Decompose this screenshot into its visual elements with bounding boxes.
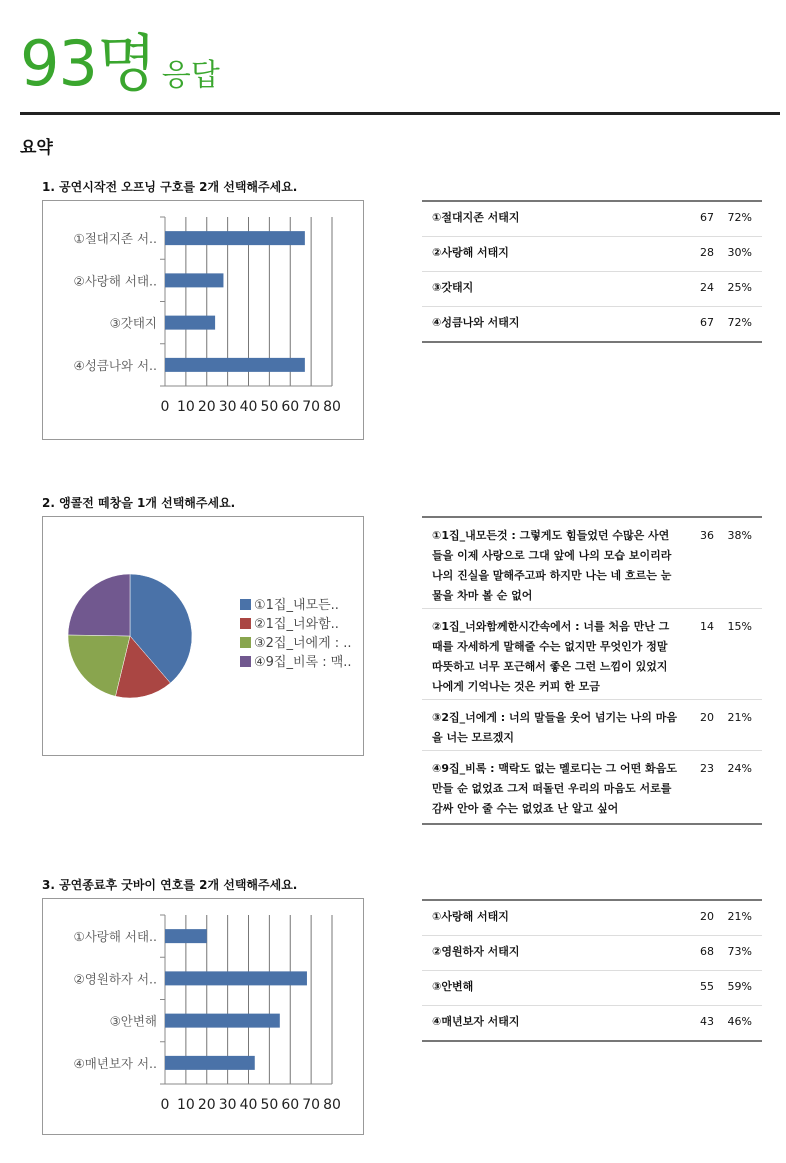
bar (165, 316, 215, 330)
question-2-title: 2. 앵콜전 떼창을 1개 선택해주세요. (42, 496, 236, 510)
question-1-title: 1. 공연시작전 오프닝 구호를 2개 선택해주세요. (42, 180, 298, 194)
option-count: 28 (700, 246, 714, 259)
legend-label: ③2집_너에게 : .. (254, 636, 352, 651)
option-count: 20 (700, 910, 714, 923)
option-percent: 15% (727, 620, 752, 633)
legend-label: ①1집_내모든.. (254, 598, 339, 613)
x-tick-label: 0 (160, 399, 170, 415)
question-3-title: 3. 공연종료후 굿바이 연호를 2개 선택해주세요. (42, 878, 298, 892)
table-row (422, 751, 762, 823)
option-count: 67 (700, 316, 714, 329)
x-tick-label: 30 (218, 1097, 237, 1113)
bar (165, 929, 207, 943)
category-label: ①절대지존 서.. (73, 231, 157, 247)
legend-swatch (240, 656, 251, 667)
question-2-chart (42, 516, 364, 756)
option-percent: 21% (727, 910, 752, 923)
response-header (20, 14, 220, 103)
category-label: ④성큼나와 서.. (73, 357, 157, 373)
option-percent: 73% (727, 945, 752, 958)
x-tick-label: 70 (302, 1097, 321, 1113)
option-count: 14 (700, 620, 714, 633)
question-2-pie-chart (43, 517, 363, 755)
question-3-results-table (422, 899, 762, 1042)
table-row (422, 936, 762, 971)
x-tick-label: 80 (323, 1097, 341, 1113)
bar (165, 1014, 280, 1028)
category-label: ③안변해 (109, 1013, 157, 1029)
x-tick-label: 60 (281, 1097, 300, 1113)
option-label: ③안변해 (432, 980, 474, 993)
category-label: ②영원하자 서.. (73, 971, 157, 987)
option-label: ③갓태지 (432, 281, 474, 294)
header-divider (20, 112, 780, 115)
option-label: ②사랑해 서태지 (432, 246, 509, 259)
option-count: 24 (700, 281, 714, 294)
option-label: ④매년보자 서태지 (432, 1015, 520, 1028)
response-label: 응답 (161, 58, 220, 93)
option-count: 55 (700, 980, 714, 993)
option-label: ①1집_내모든것 : 그렇게도 힘들었던 수많은 사연들을 이제 사랑으로 그대 앞에 나의 모습 보이리라 나의 진실을 말해주고파 하지만 나는 네 흐르는 눈물을 차마 볼 순 없어 (432, 529, 672, 602)
option-label: ①절대지존 서태지 (432, 211, 520, 224)
x-tick-label: 40 (239, 399, 258, 415)
table-row (422, 307, 762, 341)
option-count: 43 (700, 1015, 714, 1028)
option-count: 23 (700, 762, 714, 775)
option-percent: 25% (727, 281, 752, 294)
option-count: 36 (700, 529, 714, 542)
x-tick-label: 70 (302, 399, 321, 415)
option-percent: 46% (727, 1015, 752, 1028)
x-tick-label: 40 (239, 1097, 258, 1113)
option-percent: 59% (727, 980, 752, 993)
table-row (422, 700, 762, 751)
x-tick-label: 20 (197, 1097, 216, 1113)
question-1-bar-chart (43, 201, 363, 439)
question-2-results-table (422, 516, 762, 825)
category-label: ③갓태지 (109, 315, 157, 331)
category-label: ①사랑해 서태.. (73, 929, 157, 945)
table-row (422, 609, 762, 700)
legend-label: ④9집_비록 : 맥.. (254, 655, 352, 670)
response-count: 93명 (20, 27, 156, 100)
legend-swatch (240, 599, 251, 610)
legend-swatch (240, 618, 251, 629)
question-1-results-table (422, 200, 762, 343)
bar (165, 1056, 255, 1070)
bar (165, 273, 223, 287)
legend-label: ②1집_너와함.. (254, 617, 339, 632)
option-percent: 38% (727, 529, 752, 542)
x-tick-label: 20 (197, 399, 216, 415)
table-row (422, 202, 762, 237)
table-row (422, 901, 762, 936)
option-percent: 72% (727, 211, 752, 224)
pie-slice (68, 574, 130, 636)
x-tick-label: 30 (218, 399, 237, 415)
question-3-chart (42, 898, 364, 1135)
option-percent: 24% (727, 762, 752, 775)
bar (165, 358, 305, 372)
question-1-chart (42, 200, 364, 440)
category-label: ②사랑해 서태.. (73, 273, 157, 289)
option-label: ②1집_너와함께한시간속에서 : 너를 처음 만난 그때를 자세하게 말해줄 수는 없지만 무엇인가 정말 따뜻하고 너무 포근해서 좋은 그런 느낌이 있었지 나에게 기억나는 것은 커피 한 모금 (432, 620, 670, 693)
bar (165, 971, 307, 985)
x-tick-label: 50 (260, 399, 279, 415)
option-label: ①사랑해 서태지 (432, 910, 509, 923)
table-row (422, 518, 762, 609)
option-percent: 72% (727, 316, 752, 329)
table-row (422, 971, 762, 1006)
option-percent: 21% (727, 711, 752, 724)
x-tick-label: 80 (323, 399, 341, 415)
table-row (422, 1006, 762, 1040)
option-count: 68 (700, 945, 714, 958)
option-count: 20 (700, 711, 714, 724)
question-3-bar-chart (43, 899, 363, 1134)
x-tick-label: 10 (176, 399, 195, 415)
summary-title: 요약 (20, 138, 53, 158)
x-tick-label: 0 (160, 1097, 170, 1113)
option-label: ④9집_비록 : 맥락도 없는 멜로디는 그 어떤 화음도 만들 순 없었죠 그저 떠돌던 우리의 마음도 서로를 감싸 안아 줄 수는 없었죠 난 알고 싶어 (432, 762, 677, 815)
legend-swatch (240, 637, 251, 648)
table-row (422, 237, 762, 272)
option-label: ③2집_너에게 : 너의 말들을 웃어 넘기는 나의 마음을 너는 모르겠지 (432, 711, 677, 744)
x-tick-label: 10 (176, 1097, 195, 1113)
option-label: ②영원하자 서태지 (432, 945, 520, 958)
option-label: ④성큼나와 서태지 (432, 316, 520, 329)
bar (165, 231, 305, 245)
option-count: 67 (700, 211, 714, 224)
x-tick-label: 60 (281, 399, 300, 415)
category-label: ④매년보자 서.. (73, 1055, 157, 1071)
table-row (422, 272, 762, 307)
x-tick-label: 50 (260, 1097, 279, 1113)
option-percent: 30% (727, 246, 752, 259)
